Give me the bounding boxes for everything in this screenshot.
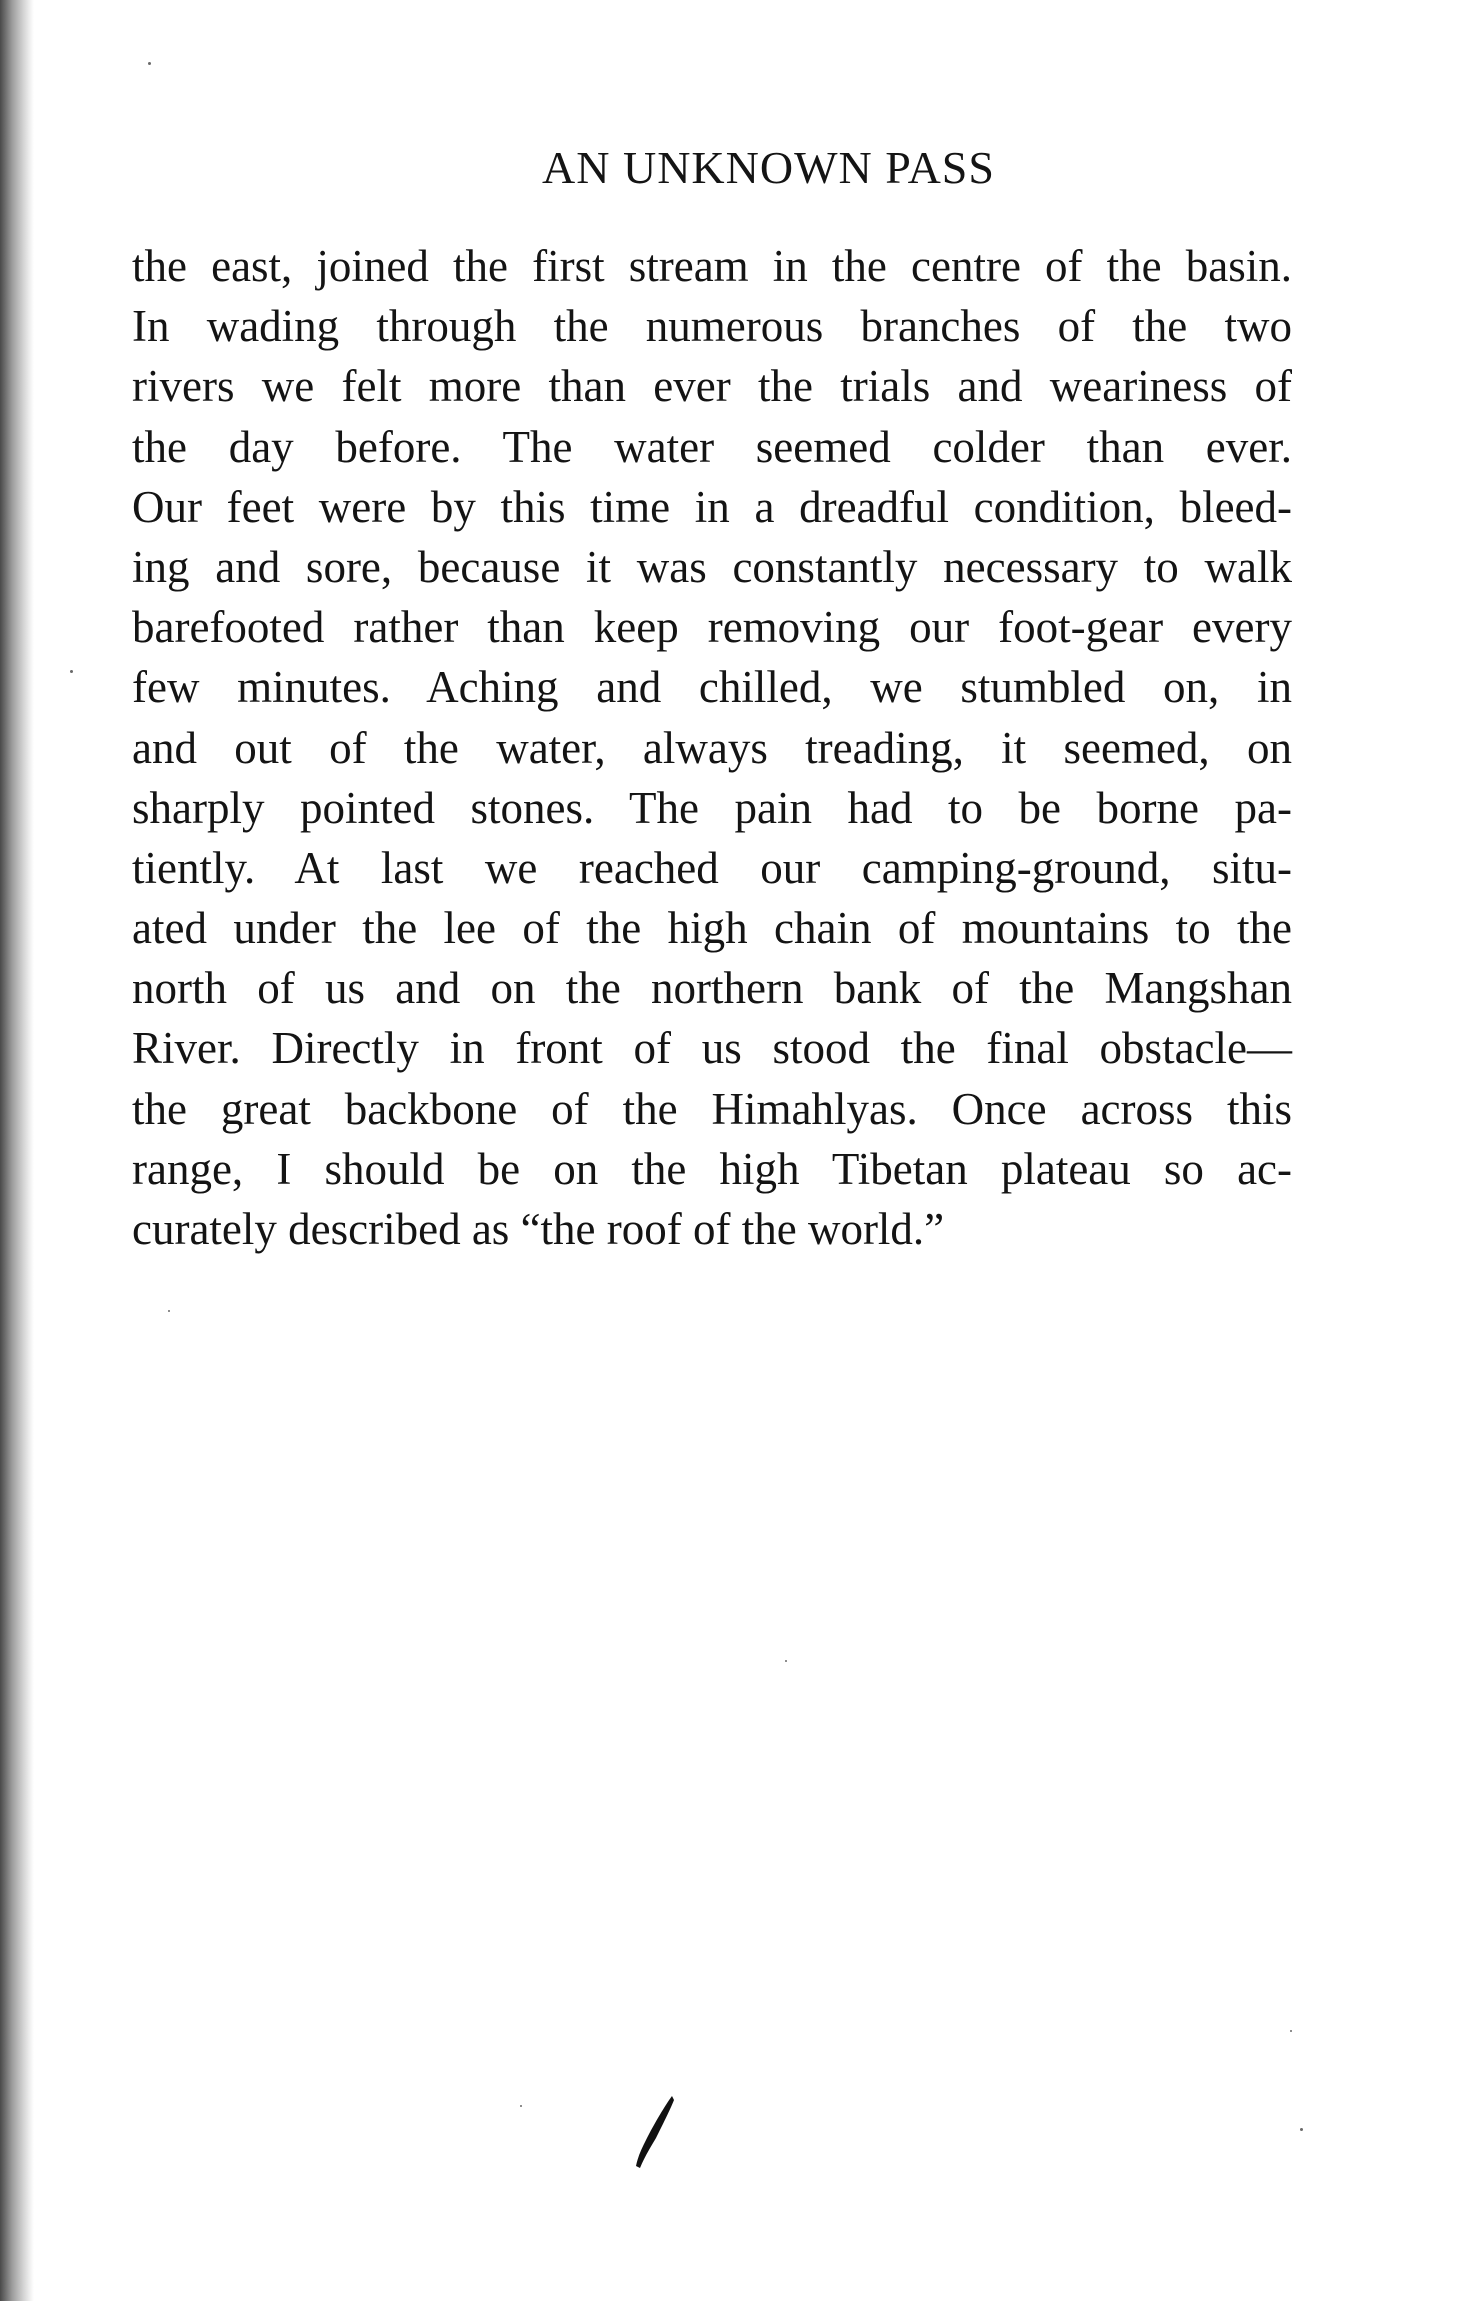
scan-speck <box>168 1310 170 1312</box>
text-line: Our feet were by this time in a dreadful condition, bleed- <box>132 481 1292 532</box>
scan-binding-shadow <box>0 0 34 2301</box>
scan-speck <box>1300 2128 1303 2131</box>
text-line: few minutes. Aching and chilled, we stumbled on, in <box>132 662 1292 713</box>
running-head: AN UNKNOWN PASS <box>542 142 995 193</box>
text-line: rivers we felt more than ever the trials and weariness of <box>132 361 1292 412</box>
ink-mark-icon <box>632 2094 676 2170</box>
text-line: the day before. The water seemed colder than ever. <box>132 421 1292 472</box>
text-line: curately described as “the roof of the world.” <box>132 1204 945 1254</box>
text-line: ated under the lee of the high chain of mountains to the <box>132 903 1292 954</box>
text-line: the great backbone of the Himahlyas. Once across this <box>132 1083 1292 1134</box>
text-line: ing and sore, because it was constantly necessary to walk <box>132 541 1292 592</box>
body-text <box>132 236 1292 1259</box>
scan-speck <box>148 62 151 65</box>
scan-speck <box>70 670 73 673</box>
text-line: In wading through the numerous branches of the two <box>132 301 1292 352</box>
text-line: sharply pointed stones. The pain had to be borne pa- <box>132 782 1292 833</box>
text-line: the east, joined the first stream in the centre of the basin. <box>132 241 1292 291</box>
text-line: range, I should be on the high Tibetan plateau so ac- <box>132 1143 1292 1194</box>
scan-speck <box>785 1660 787 1662</box>
text-line: barefooted rather than keep removing our foot-gear every <box>132 602 1292 653</box>
text-line: tiently. At last we reached our camping-ground, situ- <box>132 842 1292 893</box>
text-line: River. Directly in front of us stood the final obstacle— <box>132 1023 1292 1074</box>
scan-speck <box>1290 2030 1292 2032</box>
text-line: north of us and on the northern bank of the Mangshan <box>132 963 1292 1014</box>
scan-speck <box>520 2105 522 2107</box>
text-line: and out of the water, always treading, it seemed, on <box>132 722 1292 773</box>
